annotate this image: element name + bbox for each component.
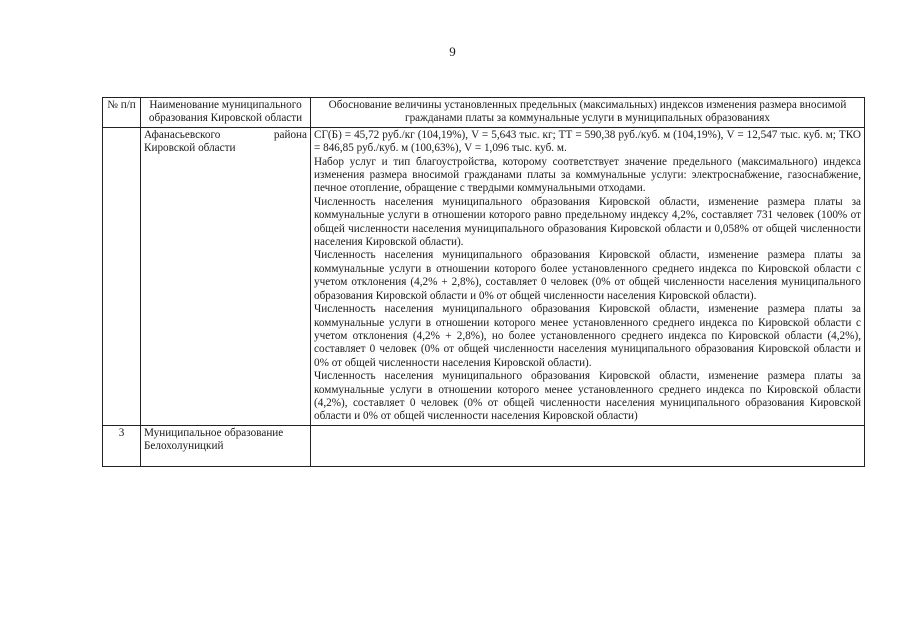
index-table <box>102 97 865 467</box>
header-number: № п/п <box>103 98 141 128</box>
justification-paragraph: Численность населения муниципального образования Кировской области, изменение размера платы за коммунальные услуги в отношении которого более установленного среднего индекса по Кировской области с учетом отклонения (4,2% + 2,8%), составляет 0 человек (0% от общей численности населения муниципального образования Кировской области и 0% от общей численности населения Кировской области). <box>314 249 861 302</box>
justification-paragraph: Набор услуг и тип благоустройства, которому соответствует значение предельного (максимального) индекса изменения размера вносимой гражданами платы за коммунальные услуги: электроснабжение, газоснабжение, печное отопление, обращение с твердыми коммунальными отходами. <box>314 155 861 195</box>
table-row <box>103 425 865 466</box>
table-row <box>103 127 865 425</box>
page-number: 9 <box>449 44 456 59</box>
row-number: 3 <box>103 425 141 466</box>
table-header-row <box>103 98 865 128</box>
municipality-name: Муниципальное образование Белохолуницкий <box>141 425 311 466</box>
justification-cell <box>311 425 865 466</box>
municipality-name: Афанасьевского района Кировской области <box>141 127 311 425</box>
justification-paragraph: Численность населения муниципального образования Кировской области, изменение размера платы за коммунальные услуги в отношении которого менее установленного среднего индекса по Кировской области с учетом отклонения (4,2% + 2,8%), но более установленного среднего индекса по Кировской области (4,2%), составляет 0 человек (0% от общей численности населения муниципального образования Кировской области и 0% от общей численности населения Кировской области). <box>314 303 861 369</box>
justification-paragraph: СГ(Б) = 45,72 руб./кг (104,19%), V = 5,643 тыс. кг; ТТ = 590,38 руб./куб. м (104,19%), V = 12,547 тыс. куб. м; ТКО = 846,85 руб./куб. м (100,63%), V = 1,096 тыс. куб. м. <box>314 128 861 155</box>
header-justification: Обоснование величины установленных предельных (максимальных) индексов изменения размера вносимой гражданами платы за коммунальные услуги в муниципальных образованиях <box>311 98 865 128</box>
header-municipality-name: Наименование муниципального образования Кировской области <box>141 98 311 128</box>
justification-paragraph: Численность населения муниципального образования Кировской области, изменение размера платы за коммунальные услуги в отношении которого менее установленного среднего индекса по Кировской области (4,2%), составляет 0 человек (0% от общей численности населения муниципального образования Кировской области и 0% от общей численности населения Кировской области) <box>314 370 861 423</box>
row-number <box>103 127 141 425</box>
justification-cell <box>311 127 865 425</box>
justification-paragraph: Численность населения муниципального образования Кировской области, изменение размера платы за коммунальные услуги в отношении которого равно предельному индексу 4,2%, составляет 731 человек (100% от общей численности населения муниципального образования Кировской области и 0,058% от общей численности населения Кировской области). <box>314 195 861 249</box>
